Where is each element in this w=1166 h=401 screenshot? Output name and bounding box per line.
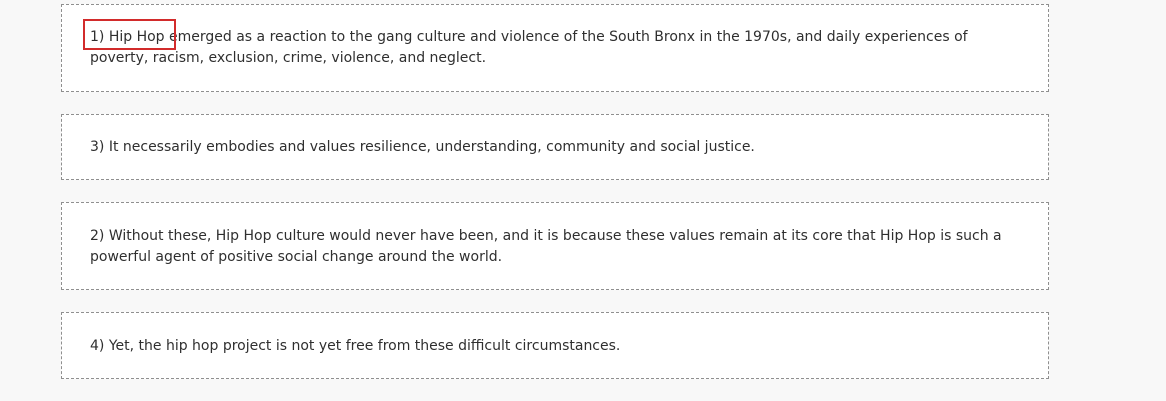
statement-text: 4) Yet, the hip hop project is not yet free from these difficult circumstances.: [90, 338, 621, 354]
statement-text: 1) Hip Hop emerged as a reaction to the gang culture and violence of the South Bronx in the 1970s, and daily experiences of poverty, racism, exclusion, crime, violence, and neglect.: [90, 29, 968, 66]
statement-card[interactable]: [61, 202, 1049, 290]
statement-card[interactable]: [61, 312, 1049, 379]
statement-card[interactable]: [61, 114, 1049, 180]
statement-text: 3) It necessarily embodies and values resilience, understanding, community and social justice.: [90, 139, 755, 155]
statement-text: 2) Without these, Hip Hop culture would never have been, and it is because these values remain at its core that Hip Hop is such a powerful agent of positive social change around the world.: [90, 228, 1002, 265]
statement-card[interactable]: [61, 4, 1049, 92]
